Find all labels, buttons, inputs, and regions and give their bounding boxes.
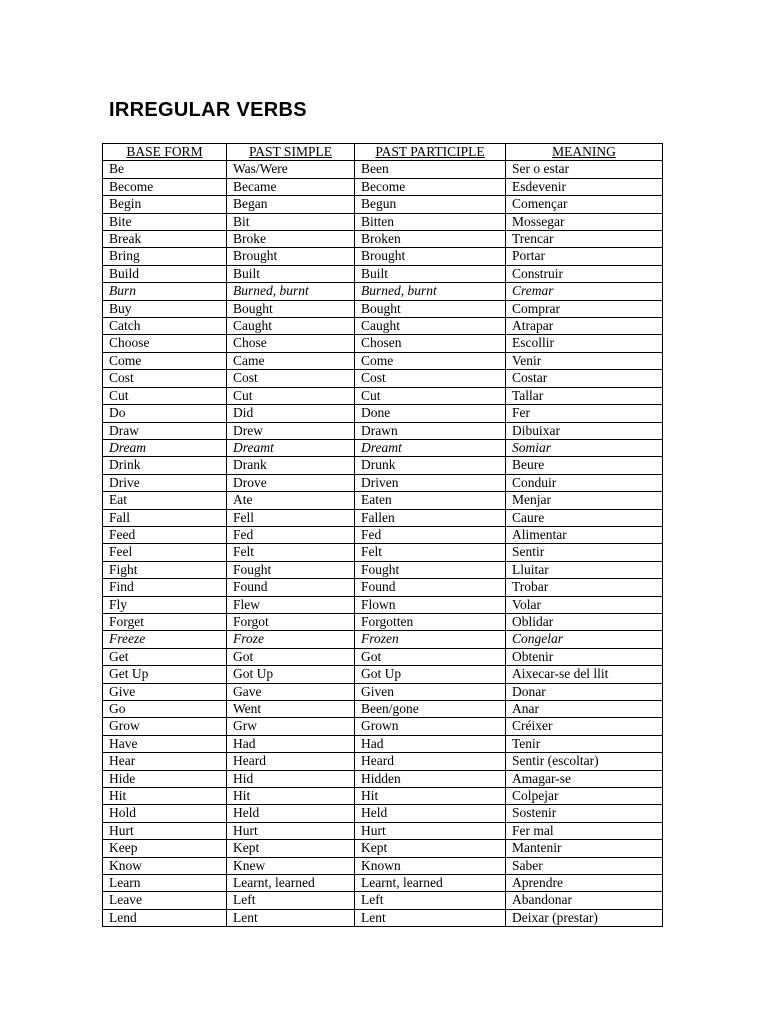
- cell-past-participle: Dreamt: [355, 439, 506, 456]
- table-row: [103, 613, 663, 630]
- cell-base-form: Find: [103, 579, 227, 596]
- table-row: [103, 283, 663, 300]
- cell-meaning: Donar: [506, 683, 663, 700]
- cell-past-participle: Drunk: [355, 457, 506, 474]
- cell-meaning: Saber: [506, 857, 663, 874]
- cell-meaning: Portar: [506, 248, 663, 265]
- cell-base-form: Keep: [103, 840, 227, 857]
- cell-past-participle: Flown: [355, 596, 506, 613]
- cell-past-participle: Eaten: [355, 492, 506, 509]
- cell-past-simple: Heard: [227, 753, 355, 770]
- cell-base-form: Give: [103, 683, 227, 700]
- cell-past-participle: Felt: [355, 544, 506, 561]
- cell-base-form: Freeze: [103, 631, 227, 648]
- cell-past-participle: Hidden: [355, 770, 506, 787]
- cell-meaning: Beure: [506, 457, 663, 474]
- cell-meaning: Sentir: [506, 544, 663, 561]
- table-row: [103, 352, 663, 369]
- table-row: [103, 439, 663, 456]
- cell-base-form: Leave: [103, 892, 227, 909]
- cell-meaning: Tenir: [506, 735, 663, 752]
- cell-base-form: Eat: [103, 492, 227, 509]
- cell-past-participle: Had: [355, 735, 506, 752]
- table-body: [103, 161, 663, 927]
- cell-base-form: Buy: [103, 300, 227, 317]
- cell-meaning: Venir: [506, 352, 663, 369]
- cell-past-participle: Done: [355, 405, 506, 422]
- cell-base-form: Cost: [103, 370, 227, 387]
- cell-meaning: Oblidar: [506, 613, 663, 630]
- table-row: [103, 300, 663, 317]
- cell-past-participle: Lent: [355, 909, 506, 926]
- cell-past-participle: Fought: [355, 561, 506, 578]
- cell-meaning: Colpejar: [506, 788, 663, 805]
- cell-base-form: Do: [103, 405, 227, 422]
- cell-past-simple: Flew: [227, 596, 355, 613]
- cell-meaning: Trobar: [506, 579, 663, 596]
- cell-past-participle: Brought: [355, 248, 506, 265]
- cell-past-participle: Built: [355, 265, 506, 282]
- cell-meaning: Lluitar: [506, 561, 663, 578]
- cell-meaning: Aixecar-se del llit: [506, 666, 663, 683]
- cell-past-participle: Hurt: [355, 822, 506, 839]
- cell-base-form: Build: [103, 265, 227, 282]
- cell-past-simple: Fought: [227, 561, 355, 578]
- cell-past-participle: Cut: [355, 387, 506, 404]
- cell-past-participle: Hit: [355, 788, 506, 805]
- cell-past-participle: Fallen: [355, 509, 506, 526]
- cell-past-simple: Drank: [227, 457, 355, 474]
- cell-meaning: Menjar: [506, 492, 663, 509]
- cell-past-participle: Caught: [355, 318, 506, 335]
- cell-base-form: Begin: [103, 196, 227, 213]
- cell-past-simple: Gave: [227, 683, 355, 700]
- cell-past-simple: Burned, burnt: [227, 283, 355, 300]
- cell-meaning: Volar: [506, 596, 663, 613]
- cell-base-form: Learn: [103, 875, 227, 892]
- cell-meaning: Ser o estar: [506, 161, 663, 178]
- cell-base-form: Get: [103, 648, 227, 665]
- cell-meaning: Mossegar: [506, 213, 663, 230]
- cell-meaning: Alimentar: [506, 526, 663, 543]
- cell-past-participle: Chosen: [355, 335, 506, 352]
- cell-base-form: Feed: [103, 526, 227, 543]
- cell-meaning: Mantenir: [506, 840, 663, 857]
- cell-past-simple: Brought: [227, 248, 355, 265]
- table-row: [103, 370, 663, 387]
- cell-meaning: Començar: [506, 196, 663, 213]
- table-row: [103, 526, 663, 543]
- cell-meaning: Fer: [506, 405, 663, 422]
- table-row: [103, 213, 663, 230]
- cell-base-form: Cut: [103, 387, 227, 404]
- cell-past-simple: Did: [227, 405, 355, 422]
- cell-past-simple: Found: [227, 579, 355, 596]
- cell-past-simple: Hid: [227, 770, 355, 787]
- table-row: [103, 735, 663, 752]
- cell-meaning: Dibuixar: [506, 422, 663, 439]
- cell-past-participle: Been: [355, 161, 506, 178]
- cell-past-simple: Bit: [227, 213, 355, 230]
- cell-base-form: Draw: [103, 422, 227, 439]
- cell-past-simple: Caught: [227, 318, 355, 335]
- cell-base-form: Fall: [103, 509, 227, 526]
- cell-past-simple: Learnt, learned: [227, 875, 355, 892]
- cell-base-form: Hurt: [103, 822, 227, 839]
- cell-past-participle: Frozen: [355, 631, 506, 648]
- cell-past-simple: Came: [227, 352, 355, 369]
- table-row: [103, 335, 663, 352]
- cell-past-participle: Come: [355, 352, 506, 369]
- table-row: [103, 631, 663, 648]
- cell-base-form: Hide: [103, 770, 227, 787]
- page-title: IRREGULAR VERBS: [109, 99, 307, 121]
- cell-past-simple: Felt: [227, 544, 355, 561]
- cell-past-participle: Forgotten: [355, 613, 506, 630]
- cell-meaning: Cremar: [506, 283, 663, 300]
- table-row: [103, 561, 663, 578]
- table-row: [103, 457, 663, 474]
- cell-meaning: Deixar (prestar): [506, 909, 663, 926]
- cell-past-participle: Fed: [355, 526, 506, 543]
- cell-base-form: Go: [103, 701, 227, 718]
- cell-past-participle: Burned, burnt: [355, 283, 506, 300]
- table-row: [103, 405, 663, 422]
- column-header-base-form: BASE FORM: [103, 144, 227, 161]
- table-row: [103, 788, 663, 805]
- cell-meaning: Anar: [506, 701, 663, 718]
- cell-base-form: Drive: [103, 474, 227, 491]
- cell-past-simple: Held: [227, 805, 355, 822]
- cell-past-participle: Kept: [355, 840, 506, 857]
- cell-past-simple: Hurt: [227, 822, 355, 839]
- cell-base-form: Catch: [103, 318, 227, 335]
- cell-past-participle: Cost: [355, 370, 506, 387]
- table-row: [103, 909, 663, 926]
- cell-past-participle: Bought: [355, 300, 506, 317]
- table-row: [103, 805, 663, 822]
- cell-meaning: Sostenir: [506, 805, 663, 822]
- cell-base-form: Bite: [103, 213, 227, 230]
- cell-past-participle: Broken: [355, 231, 506, 248]
- cell-meaning: Obtenir: [506, 648, 663, 665]
- table-row: [103, 666, 663, 683]
- table-row: [103, 683, 663, 700]
- cell-base-form: Forget: [103, 613, 227, 630]
- cell-past-participle: Got Up: [355, 666, 506, 683]
- cell-base-form: Come: [103, 352, 227, 369]
- cell-meaning: Créixer: [506, 718, 663, 735]
- cell-past-simple: Got Up: [227, 666, 355, 683]
- cell-meaning: Fer mal: [506, 822, 663, 839]
- cell-base-form: Feel: [103, 544, 227, 561]
- cell-past-simple: Broke: [227, 231, 355, 248]
- cell-past-participle: Known: [355, 857, 506, 874]
- cell-base-form: Fight: [103, 561, 227, 578]
- cell-base-form: Lend: [103, 909, 227, 926]
- cell-meaning: Atrapar: [506, 318, 663, 335]
- table-row: [103, 840, 663, 857]
- table-row: [103, 770, 663, 787]
- cell-past-participle: Been/gone: [355, 701, 506, 718]
- column-header-past-simple: PAST SIMPLE: [227, 144, 355, 161]
- cell-past-simple: Went: [227, 701, 355, 718]
- table-row: [103, 422, 663, 439]
- table-row: [103, 161, 663, 178]
- table-row: [103, 718, 663, 735]
- table-row: [103, 544, 663, 561]
- cell-meaning: Somiar: [506, 439, 663, 456]
- cell-past-simple: Forgot: [227, 613, 355, 630]
- table-header-row: [103, 144, 663, 161]
- table-row: [103, 178, 663, 195]
- cell-past-participle: Drawn: [355, 422, 506, 439]
- table-row: [103, 857, 663, 874]
- table-row: [103, 875, 663, 892]
- cell-past-simple: Drove: [227, 474, 355, 491]
- cell-base-form: Fly: [103, 596, 227, 613]
- cell-base-form: Bring: [103, 248, 227, 265]
- cell-past-simple: Fell: [227, 509, 355, 526]
- cell-base-form: Grow: [103, 718, 227, 735]
- cell-past-participle: Begun: [355, 196, 506, 213]
- cell-past-simple: Left: [227, 892, 355, 909]
- cell-base-form: Become: [103, 178, 227, 195]
- cell-past-simple: Chose: [227, 335, 355, 352]
- table-row: [103, 701, 663, 718]
- cell-base-form: Have: [103, 735, 227, 752]
- cell-past-simple: Built: [227, 265, 355, 282]
- cell-meaning: Construir: [506, 265, 663, 282]
- cell-past-simple: Got: [227, 648, 355, 665]
- cell-past-simple: Froze: [227, 631, 355, 648]
- column-header-meaning: MEANING: [506, 144, 663, 161]
- table-row: [103, 648, 663, 665]
- cell-past-simple: Cut: [227, 387, 355, 404]
- table-row: [103, 474, 663, 491]
- table-row: [103, 265, 663, 282]
- cell-meaning: Conduir: [506, 474, 663, 491]
- table-row: [103, 596, 663, 613]
- cell-past-participle: Learnt, learned: [355, 875, 506, 892]
- table-row: [103, 196, 663, 213]
- cell-meaning: Costar: [506, 370, 663, 387]
- cell-past-simple: Drew: [227, 422, 355, 439]
- cell-base-form: Hold: [103, 805, 227, 822]
- cell-meaning: Escollir: [506, 335, 663, 352]
- cell-meaning: Sentir (escoltar): [506, 753, 663, 770]
- cell-past-participle: Found: [355, 579, 506, 596]
- cell-past-participle: Left: [355, 892, 506, 909]
- cell-past-participle: Held: [355, 805, 506, 822]
- cell-past-simple: Knew: [227, 857, 355, 874]
- cell-past-simple: Fed: [227, 526, 355, 543]
- cell-past-participle: Bitten: [355, 213, 506, 230]
- cell-meaning: Aprendre: [506, 875, 663, 892]
- cell-base-form: Hit: [103, 788, 227, 805]
- cell-past-simple: Grw: [227, 718, 355, 735]
- table-row: [103, 318, 663, 335]
- table-row: [103, 579, 663, 596]
- cell-past-simple: Ate: [227, 492, 355, 509]
- cell-base-form: Know: [103, 857, 227, 874]
- table-row: [103, 492, 663, 509]
- table-row: [103, 892, 663, 909]
- cell-meaning: Esdevenir: [506, 178, 663, 195]
- cell-meaning: Trencar: [506, 231, 663, 248]
- cell-past-simple: Was/Were: [227, 161, 355, 178]
- cell-base-form: Break: [103, 231, 227, 248]
- cell-past-simple: Lent: [227, 909, 355, 926]
- cell-meaning: Tallar: [506, 387, 663, 404]
- cell-past-simple: Kept: [227, 840, 355, 857]
- table-row: [103, 248, 663, 265]
- cell-past-simple: Bought: [227, 300, 355, 317]
- cell-base-form: Drink: [103, 457, 227, 474]
- cell-past-participle: Driven: [355, 474, 506, 491]
- irregular-verbs-table: [102, 143, 663, 927]
- cell-meaning: Caure: [506, 509, 663, 526]
- cell-past-simple: Dreamt: [227, 439, 355, 456]
- cell-meaning: Comprar: [506, 300, 663, 317]
- cell-base-form: Dream: [103, 439, 227, 456]
- cell-past-simple: Had: [227, 735, 355, 752]
- cell-past-simple: Cost: [227, 370, 355, 387]
- table-row: [103, 387, 663, 404]
- cell-base-form: Choose: [103, 335, 227, 352]
- cell-past-participle: Heard: [355, 753, 506, 770]
- cell-past-participle: Got: [355, 648, 506, 665]
- cell-past-simple: Became: [227, 178, 355, 195]
- table-row: [103, 753, 663, 770]
- table-row: [103, 509, 663, 526]
- cell-base-form: Be: [103, 161, 227, 178]
- cell-past-participle: Given: [355, 683, 506, 700]
- cell-meaning: Congelar: [506, 631, 663, 648]
- cell-base-form: Burn: [103, 283, 227, 300]
- cell-past-simple: Began: [227, 196, 355, 213]
- column-header-past-participle: PAST PARTICIPLE: [355, 144, 506, 161]
- table-row: [103, 231, 663, 248]
- cell-meaning: Amagar-se: [506, 770, 663, 787]
- cell-past-simple: Hit: [227, 788, 355, 805]
- cell-past-participle: Become: [355, 178, 506, 195]
- cell-meaning: Abandonar: [506, 892, 663, 909]
- cell-base-form: Hear: [103, 753, 227, 770]
- cell-past-participle: Grown: [355, 718, 506, 735]
- cell-base-form: Get Up: [103, 666, 227, 683]
- table-row: [103, 822, 663, 839]
